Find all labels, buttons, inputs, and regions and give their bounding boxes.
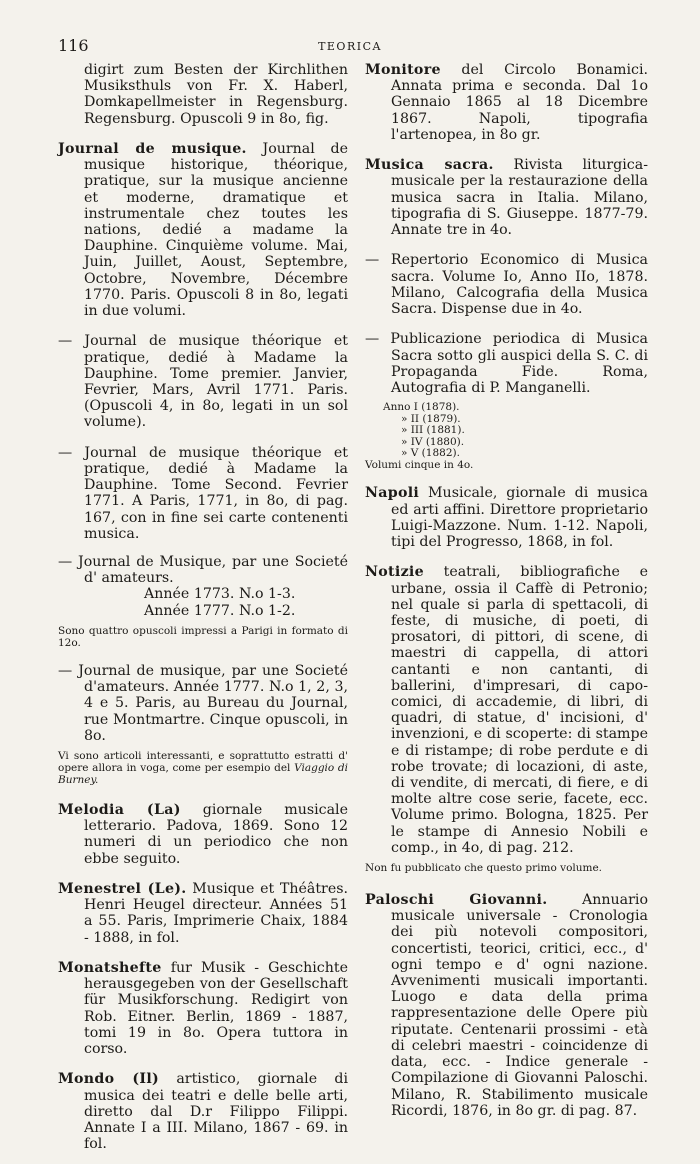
note: Sono quattro opuscoli impressi a Parigi in formato di 12o. — [58, 624, 348, 649]
entry-text: — Journal de musique, par une Societé d'amateurs. Année 1777. N.o 1, 2, 3, 4 e 5. Paris, au Bureau du Journal, rue Montmartre. Cinque opuscoli, in 8o. — [58, 663, 348, 744]
entry-heading: Menestrel (Le). — [58, 881, 187, 898]
entry-journal-de-musique — [58, 141, 348, 319]
entry-journal-1771-tome1 — [58, 333, 348, 430]
volume-years-list — [365, 402, 648, 471]
entry-heading: Melodia (La) — [58, 802, 181, 819]
left-column — [58, 60, 348, 1164]
entry-text: — Repertorio Economico di Musica sacra. Volume Io, Anno IIo, 1878. Milano, Calcografia della Musica Sacra. Dispense due in 4o. — [365, 252, 648, 318]
entry-text: fur Musik - Geschichte herausgegeben von der Gesellschaft für Musikforschung. Redigirt von Rob. Eitner. Berlin, 1869 - 1887, tomi 19 in 8o. Opera tuttora in corso. — [84, 960, 348, 1058]
entry-heading: Monitore — [365, 62, 441, 78]
note: Non fu pubblicato che questo primo volume. — [365, 862, 603, 875]
note — [58, 750, 348, 786]
entry-text: — Journal de Musique, par une Societé d' amateurs. — [58, 554, 348, 587]
entry-text: Rivista liturgica-musicale per la restaurazione della musica sacra in Italia. Milano, tipografia di S. Giuseppe. 1877-79. Annate tre in 4o. — [391, 157, 648, 239]
entry-heading: Paloschi Giovanni. — [365, 892, 548, 909]
entry-monatshefte — [58, 960, 348, 1057]
entry-text: Musique et Théâtres. Henri Heugel directeur. Années 51 a 55. Paris, Imprimerie Chaix, 1884 - 1888, in fol. — [84, 881, 349, 946]
entry-musica-sacra — [365, 157, 648, 238]
entry-text: giornale musicale letterario. Padova, 1869. Sono 12 numeri di un periodico che non ebbe seguito. — [84, 802, 348, 867]
entry-journal-1771-tome2 — [58, 445, 348, 542]
entry-heading: Napoli — [365, 485, 420, 502]
entry-text: Journal de musique historique, théorique, pratique, sur la musique ancienne et moderne, dramatique et instrumentale chez toutes les nations, dedié a madame la Dauphine. Cinquième volume. Mai, Juin, Juillet, Aoust, Septembre, Octobre, Novembre, Décembre 1770. Paris. Opuscoli 8 in 8o, legati in due volumi. — [84, 141, 349, 320]
entry-text: artistico, giornale di musica dei teatri e delle belle arti, diretto dal D.r Filippo Filippi. Annate I a III. Milano, 1867 - 69. in fol. — [84, 1071, 348, 1153]
entry-journal-1777 — [58, 663, 348, 744]
entry-text: Musicale, giornale di musica ed arti affini. Direttore proprietario Luigi-Mazzone. Num. 1-12. Napoli, tipi del Progresso, 1868, in fol. — [391, 485, 648, 551]
note-text: Vi sono articoli interessanti, e soprattutto estratti d' opere allora in voga, come per esempio del — [58, 750, 348, 775]
entry-heading: Monatshefte — [58, 960, 162, 977]
year-line: » IV (1880). — [401, 435, 465, 448]
entry-text: teatrali, bibliografiche e urbane, ossia il Caffè di Petronio; nel quale si parla di spettacoli, di feste, di musiche, di poeti, di prosatori, di pittori, di scene, di maestri di cappella, di attori cantanti e non cantanti, di ballerini, d'impresari, di capo-comici, di accademie, di libri, di quadri, di statue, d' incisioni, d' invenzioni, e di scoperte: di stampe e di ristampe; di robe perdute e di robe trovate; di locazioni, di aste, di vendite, di mercati, di fiere, e di molte altre cose serie, facete, ecc. Volume primo. Bologna, 1825. Per le stampe di Annesio Nobili e comp., in 4o, di pag. 212. — [391, 564, 648, 856]
entry-menestrel — [58, 881, 348, 946]
entry-line: Année 1777. N.o 1-2. — [144, 602, 296, 619]
entry-text: Annuario musicale universale - Cronologia dei più notevoli compositori, concertisti, teorici, critici, ecc., d' ogni tempo e d' ogni nazione. Avvenimenti musicali importanti. Luogo e data della prima rappresentazione delle Opere più riputate. Centenarii prossimi - età di celebri maestri - coincidenze di data, ecc. - Indice generale - Compilazione di Giovanni Paloschi. Milano, R. Stabilimento musicale Ricordi, 1876, in 8o gr. di pag. 87. — [391, 892, 648, 1119]
page-number: 116 — [58, 36, 89, 55]
entry-melodia — [58, 802, 348, 867]
running-head: TEORICA — [318, 40, 382, 53]
year-line: Anno I (1878). — [383, 401, 460, 414]
entry-text: del Circolo Bonamici. Annata prima e seconda. Dal 1o Gennaio 1865 al 18 Dicembre 1867. Napoli, tipografia l'artenopea, in 8o gr. — [391, 62, 648, 143]
entry-text: — Journal de musique théorique et pratique, dedié à Madame la Dauphine. Tome premier. Janvier, Fevrier, Mars, Avril 1771. Paris. (Opuscoli 4, in 8o, legati in un sol volume). — [58, 333, 348, 431]
entry-continuation — [58, 62, 348, 127]
year-total: Volumi cinque in 4o. — [365, 458, 474, 471]
entry-heading: Mondo (Il) — [58, 1071, 160, 1088]
entry-text: — Journal de musique théorique et pratique, dedié à Madame la Dauphine. Tome Second. Fevrier 1771. A Paris, 1771, in 8o, di pag. 167, con in fine sei carte contenenti musica. — [58, 444, 348, 542]
entry-mondo — [58, 1071, 348, 1152]
year-line: » V (1882). — [401, 447, 460, 460]
entry-publicazione — [365, 331, 648, 396]
entry-monitore — [365, 62, 648, 143]
entry-journal-societe — [58, 554, 348, 619]
entry-repertorio — [365, 252, 648, 317]
note-italic: Viaggio di Burney. — [58, 762, 348, 787]
right-column — [365, 60, 648, 1131]
entry-napoli — [365, 485, 648, 550]
entry-text: — Publicazione periodica di Musica Sacra sotto gli auspici della S. C. di Propaganda Fide. Roma, Autografia di P. Manganelli. — [365, 331, 648, 397]
entry-heading: Notizie — [365, 564, 424, 581]
entry-notizie — [365, 564, 648, 856]
entry-text: digirt zum Besten der Kirchlithen Musiksthuls von Fr. X. Haberl, Domkapellmeister in Regensburg. Regensburg. Opuscoli 9 in 8o, fig. — [84, 62, 348, 127]
year-line: » II (1879). — [401, 412, 461, 425]
entry-heading: Musica sacra. — [365, 157, 494, 174]
entry-line: Année 1773. N.o 1-3. — [144, 586, 296, 603]
entry-paloschi — [365, 892, 648, 1119]
entry-heading: Journal de musique. — [58, 141, 247, 157]
year-line: » III (1881). — [401, 424, 465, 437]
